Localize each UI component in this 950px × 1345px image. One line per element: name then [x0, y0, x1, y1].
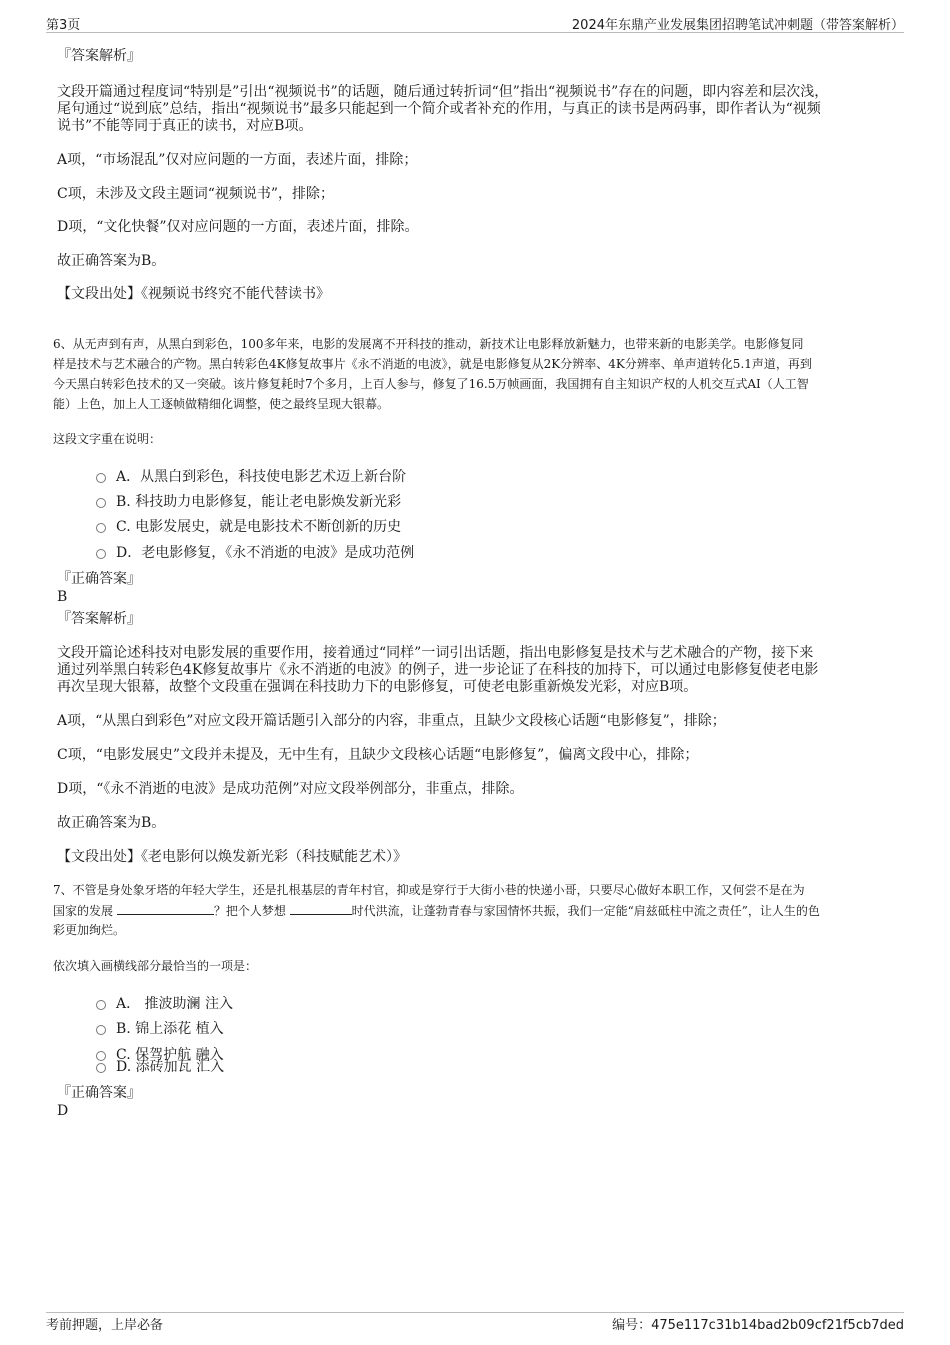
- q7-text-line-3: 彩更加绚烂。: [53, 923, 126, 937]
- radio-icon[interactable]: [96, 1000, 106, 1010]
- q7-text-line-2: [53, 902, 899, 921]
- q6-analysis-label: 『答案解析』: [57, 611, 141, 627]
- q6-option-b-label: B. 科技助力电影修复，能让老电影焕发新光彩: [116, 494, 402, 510]
- q7-option-d[interactable]: [96, 1056, 224, 1076]
- q7-option-b[interactable]: [96, 1018, 224, 1038]
- header-divider: [46, 32, 904, 33]
- header-title: 2024年东鼎产业发展集团招聘笔试冲刺题（带答案解析）: [571, 18, 904, 33]
- radio-icon[interactable]: [96, 1025, 106, 1035]
- q6-text-line-3: 今天黑白转彩色技术的又一突破。该片修复耗时7个多月，上百人参与，修复了16.5万帧画面，我国拥有自主知识产权的人机交互式AI（人工智: [53, 377, 809, 391]
- q6-option-a[interactable]: [96, 466, 406, 486]
- q6-option-c[interactable]: [96, 516, 401, 536]
- q7-option-b-label: B. 锦上添花 植入: [116, 1021, 224, 1037]
- q5-analysis-line-2: 尾句通过“说到底”总结，指出“视频说书”最多只能起到一个简介或者补充的作用，与真正的读书是两码事，即作者认为“视频: [57, 101, 821, 117]
- radio-icon[interactable]: [96, 549, 106, 559]
- q5-option-d-note: D项，“文化快餐”仅对应问题的一方面，表述片面，排除。: [57, 219, 419, 235]
- q5-analysis-label: 『答案解析』: [57, 48, 141, 64]
- q6-option-d-label: D．老电影修复，《永不消逝的电波》是成功范例: [116, 545, 415, 561]
- q5-option-a-note: A项，“市场混乱”仅对应问题的一方面，表述片面，排除；: [57, 152, 418, 168]
- radio-icon[interactable]: [96, 498, 106, 508]
- q6-analysis-line-3: 再次呈现大银幕，故整个文段重在强调在科技助力下的电影修复，可使老电影重新焕发光彩，对应B项。: [57, 679, 698, 695]
- q7-text-segment-2: ？把个人梦想: [213, 904, 290, 918]
- q6-prompt: 这段文字重在说明：: [53, 432, 162, 446]
- q6-option-a-note: A项，“从黑白到彩色”对应文段开篇话题引入部分的内容，非重点，且缺少文段核心话题“电影修复”，排除；: [57, 713, 726, 729]
- q6-answer-label: 『正确答案』: [57, 571, 141, 587]
- radio-icon[interactable]: [96, 523, 106, 533]
- q6-option-c-note: C项，“电影发展史”文段并未提及，无中生有，且缺少文段核心话题“电影修复”，偏离文段中心，排除；: [57, 747, 699, 763]
- q6-option-d[interactable]: [96, 542, 414, 562]
- q7-text-line-1: 7、不管是身处象牙塔的年轻大学生，还是扎根基层的青年村官，抑或是穿行于大街小巷的快递小哥，只要尽心做好本职工作，又何尝不是在为: [53, 883, 805, 897]
- q7-option-c-label: C. 保驾护航 融入: [116, 1047, 224, 1063]
- q7-text-segment-3: 时代洪流，让蓬勃青春与家国情怀共振，我们一定能“肩兹砥柱中流之责任”，让人生的色: [351, 904, 820, 918]
- q7-prompt: 依次填入画横线部分最恰当的一项是：: [53, 959, 258, 973]
- header-page-number: 第3页: [46, 18, 81, 33]
- q5-analysis-line-3: 说书”不能等同于真正的读书，对应B项。: [57, 118, 313, 134]
- q6-option-d-note: D项，“《永不消逝的电波》是成功范例”对应文段举例部分，非重点，排除。: [57, 781, 524, 797]
- q6-option-b[interactable]: [96, 491, 401, 511]
- footer-slogan: 考前押题，上岸必备: [46, 1318, 164, 1333]
- q6-text-line-1: 6、从无声到有声，从黑白到彩色，100多年来，电影的发展离不开科技的推动，新技术让电影释放新魅力，也带来新的电影美学。电影修复同: [53, 337, 804, 351]
- q5-source: 【文段出处】《视频说书终究不能代替读书》: [57, 286, 330, 302]
- q7-answer: D: [57, 1103, 69, 1119]
- q7-option-a-label: A． 推波助澜 注入: [116, 996, 234, 1012]
- blank-1: [117, 902, 214, 915]
- q5-conclusion: 故正确答案为B。: [57, 253, 166, 269]
- q6-option-a-label: A．从黑白到彩色，科技使电影艺术迈上新台阶: [116, 469, 407, 485]
- q6-text-line-4: 能）上色，加上人工逐帧做精细化调整，使之最终呈现大银幕。: [53, 397, 390, 411]
- q6-analysis-line-2: 通过列举黑白转彩色4K修复故事片《永不消逝的电波》的例子，进一步论证了在科技的加持下，可以通过电影修复使老电影: [57, 662, 819, 678]
- q6-text-line-2: 样是技术与艺术融合的产物。黑白转彩色4K修复故事片《永不消逝的电波》，就是电影修复从2K分辨率、4K分辨率、单声道转化5.1声道，再到: [53, 357, 812, 371]
- q6-analysis-line-1: 文段开篇论述科技对电影发展的重要作用，接着通过“同样”一词引出话题，指出电影修复是技术与艺术融合的产物，接下来: [57, 645, 814, 661]
- q5-analysis-line-1: 文段开篇通过程度词“特别是”引出“视频说书”的话题，随后通过转折词“但”指出“视频说书”存在的问题，即内容差和层次浅，: [57, 84, 829, 100]
- footer-divider: [46, 1312, 904, 1313]
- footer-serial: 编号：475e117c31b14bad2b09cf21f5cb7ded: [612, 1318, 904, 1333]
- q7-answer-label: 『正确答案』: [57, 1085, 141, 1101]
- q6-option-c-label: C. 电影发展史，就是电影技术不断创新的历史: [116, 519, 402, 535]
- blank-2: [290, 902, 352, 915]
- q7-text-segment-1: 国家的发展: [53, 904, 117, 918]
- q7-option-d-label: D. 添砖加瓦 汇入: [116, 1059, 225, 1075]
- q6-answer: B: [57, 589, 68, 605]
- q6-conclusion: 故正确答案为B。: [57, 815, 166, 831]
- q5-option-c-note: C项，未涉及文段主题词“视频说书”，排除；: [57, 186, 335, 202]
- radio-icon[interactable]: [96, 1063, 106, 1073]
- radio-icon[interactable]: [96, 473, 106, 483]
- q6-source: 【文段出处】《老电影何以焕发新光彩（科技赋能艺术）》: [57, 849, 407, 865]
- q7-option-a[interactable]: [96, 993, 233, 1013]
